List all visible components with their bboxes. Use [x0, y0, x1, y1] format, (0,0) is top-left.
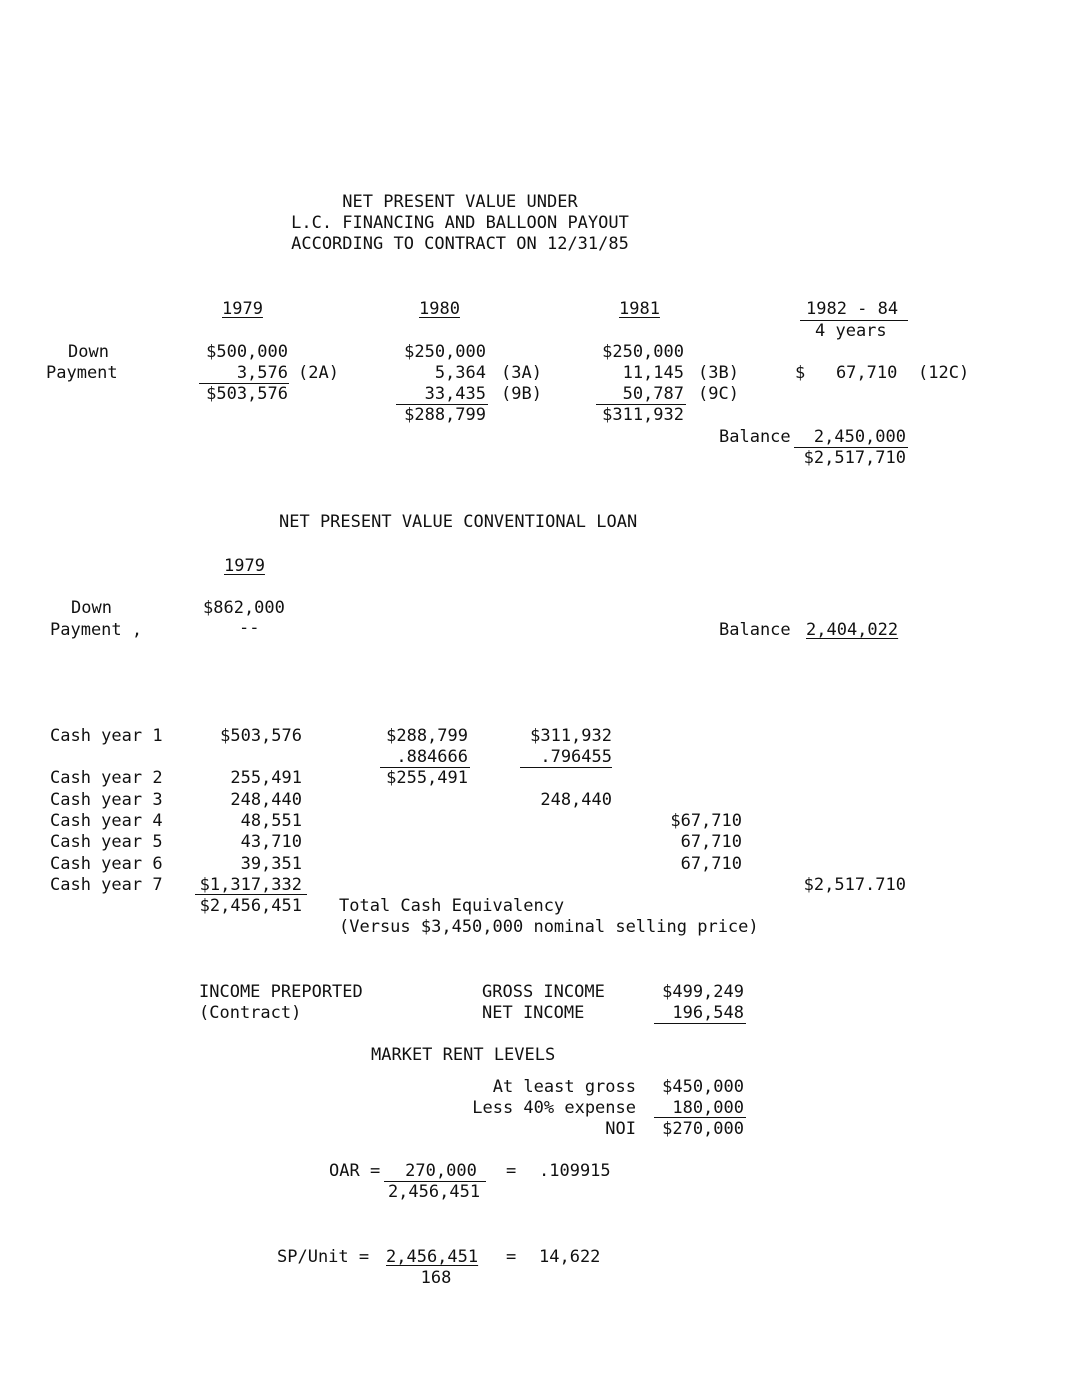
conv-balance-value: 2,404,022 [806, 620, 899, 640]
lc-1980-add2: 33,435 [424, 384, 486, 404]
cash-value-3: 248,440 [230, 790, 302, 810]
market-expense-value: 180,000 [672, 1098, 744, 1118]
calc2-result: 248,440 [540, 790, 612, 810]
oar-equals: = [506, 1161, 517, 1181]
title-line-1: NET PRESENT VALUE UNDER [342, 192, 578, 212]
market-gross-label: At least gross [492, 1077, 636, 1097]
conv-dash: -- [239, 618, 260, 638]
conv-row-label-down: Down [71, 598, 112, 618]
lc-year-1982-84: 1982 - 84 [806, 299, 899, 319]
sp-unit-numerator: 2,456,451 [386, 1247, 479, 1267]
net-income-value: 196,548 [672, 1003, 744, 1023]
lc-1981-total: $311,932 [602, 405, 684, 425]
calc2-amount: $311,932 [530, 726, 612, 746]
balloon-1: $67,710 [670, 811, 742, 831]
lc-balance-value: 2,450,000 [813, 427, 906, 447]
lc-1980-add1: 5,364 [434, 363, 486, 383]
lc-1980-add1-ref: (3A) [501, 363, 542, 383]
sp-unit-denominator: 168 [420, 1268, 452, 1288]
market-noi-label: NOI [605, 1119, 636, 1139]
balloon-final: $2,517.710 [803, 875, 906, 895]
cash-value-7: $1,317,332 [199, 875, 302, 895]
net-income-rule [654, 1023, 746, 1024]
lc-1981-down: $250,000 [602, 342, 684, 362]
lc-year-1981: 1981 [619, 299, 660, 319]
title-line-3: ACCORDING TO CONTRACT ON 12/31/85 [291, 234, 629, 254]
oar-denominator: 2,456,451 [387, 1182, 481, 1202]
title-line-2: L.C. FINANCING AND BALLOON PAYOUT [291, 213, 629, 233]
sp-unit-equals: = [506, 1247, 517, 1267]
calc1-result: $255,491 [386, 768, 468, 788]
balloon-2: 67,710 [680, 832, 742, 852]
calc2-factor: .796455 [540, 747, 612, 767]
lc-balance-label: Balance [719, 427, 791, 447]
lc-1979-total: $503,576 [206, 384, 288, 404]
cash-label-3: Cash year 3 [50, 790, 163, 810]
sp-unit-label: SP/Unit = [277, 1247, 370, 1267]
cash-total-label: Total Cash Equivalency [339, 896, 565, 916]
cash-label-6: Cash year 6 [50, 854, 163, 874]
cash-note: (Versus $3,450,000 nominal selling price) [339, 917, 759, 937]
market-expense-label: Less 40% expense [472, 1098, 636, 1118]
oar-result: .109915 [539, 1161, 611, 1181]
cash-value-4: 48,551 [240, 811, 302, 831]
calc1-factor: .884666 [396, 747, 468, 767]
cash-sum-rule [195, 894, 307, 895]
market-sum-rule [654, 1117, 746, 1118]
lc-1980-down: $250,000 [404, 342, 486, 362]
lc-row-label-down: Down [68, 342, 109, 362]
lc-1980-total: $288,799 [404, 405, 486, 425]
lc-1979-add-ref: (2A) [298, 363, 339, 383]
lc-1981-add1-ref: (3B) [698, 363, 739, 383]
cash-label-4: Cash year 4 [50, 811, 163, 831]
cash-total: $2,456,451 [199, 896, 302, 916]
lc-1980-add2-ref: (9B) [501, 384, 542, 404]
income-label-2: (Contract) [199, 1003, 302, 1023]
calc2-rule [520, 767, 612, 768]
conv-balance-label: Balance [719, 620, 791, 640]
gross-income-value: $499,249 [662, 982, 744, 1002]
lc-year-1982-sub: 4 years [815, 321, 887, 341]
lc-1982-payment-ref: (12C) [918, 363, 970, 383]
sp-unit-result: 14,622 [539, 1247, 601, 1267]
conv-heading: NET PRESENT VALUE CONVENTIONAL LOAN [279, 512, 638, 532]
cash-label-5: Cash year 5 [50, 832, 163, 852]
market-gross-value: $450,000 [662, 1077, 744, 1097]
balloon-3: 67,710 [680, 854, 742, 874]
lc-year-1979: 1979 [222, 299, 263, 319]
cash-label-2: Cash year 2 [50, 768, 163, 788]
conv-row-label-payment: Payment , [50, 620, 143, 640]
income-label-1: INCOME PREPORTED [199, 982, 363, 1002]
cash-label-7: Cash year 7 [50, 875, 163, 895]
market-heading: MARKET RENT LEVELS [371, 1045, 556, 1065]
lc-1981-add1: 11,145 [622, 363, 684, 383]
conv-down: $862,000 [203, 598, 285, 618]
cash-value-5: 43,710 [240, 832, 302, 852]
cash-label-1: Cash year 1 [50, 726, 163, 746]
lc-1981-add2: 50,787 [622, 384, 684, 404]
cash-value-1: $503,576 [220, 726, 302, 746]
lc-1979-down: $500,000 [206, 342, 288, 362]
market-noi-value: $270,000 [662, 1119, 744, 1139]
oar-label: OAR = [329, 1161, 381, 1181]
lc-1982-payment: $ 67,710 [795, 363, 898, 383]
conv-year: 1979 [224, 556, 265, 576]
lc-1979-add: 3,576 [236, 363, 288, 383]
lc-year-1980: 1980 [419, 299, 460, 319]
gross-income-label: GROSS INCOME [482, 982, 605, 1002]
lc-1981-add2-ref: (9C) [698, 384, 739, 404]
lc-row-label-payment: Payment [46, 363, 118, 383]
net-income-label: NET INCOME [482, 1003, 585, 1023]
calc1-amount: $288,799 [386, 726, 468, 746]
cash-value-2: 255,491 [230, 768, 302, 788]
cash-value-6: 39,351 [240, 854, 302, 874]
lc-balance-total: $2,517,710 [803, 448, 906, 468]
oar-numerator: 270,000 [405, 1161, 477, 1181]
